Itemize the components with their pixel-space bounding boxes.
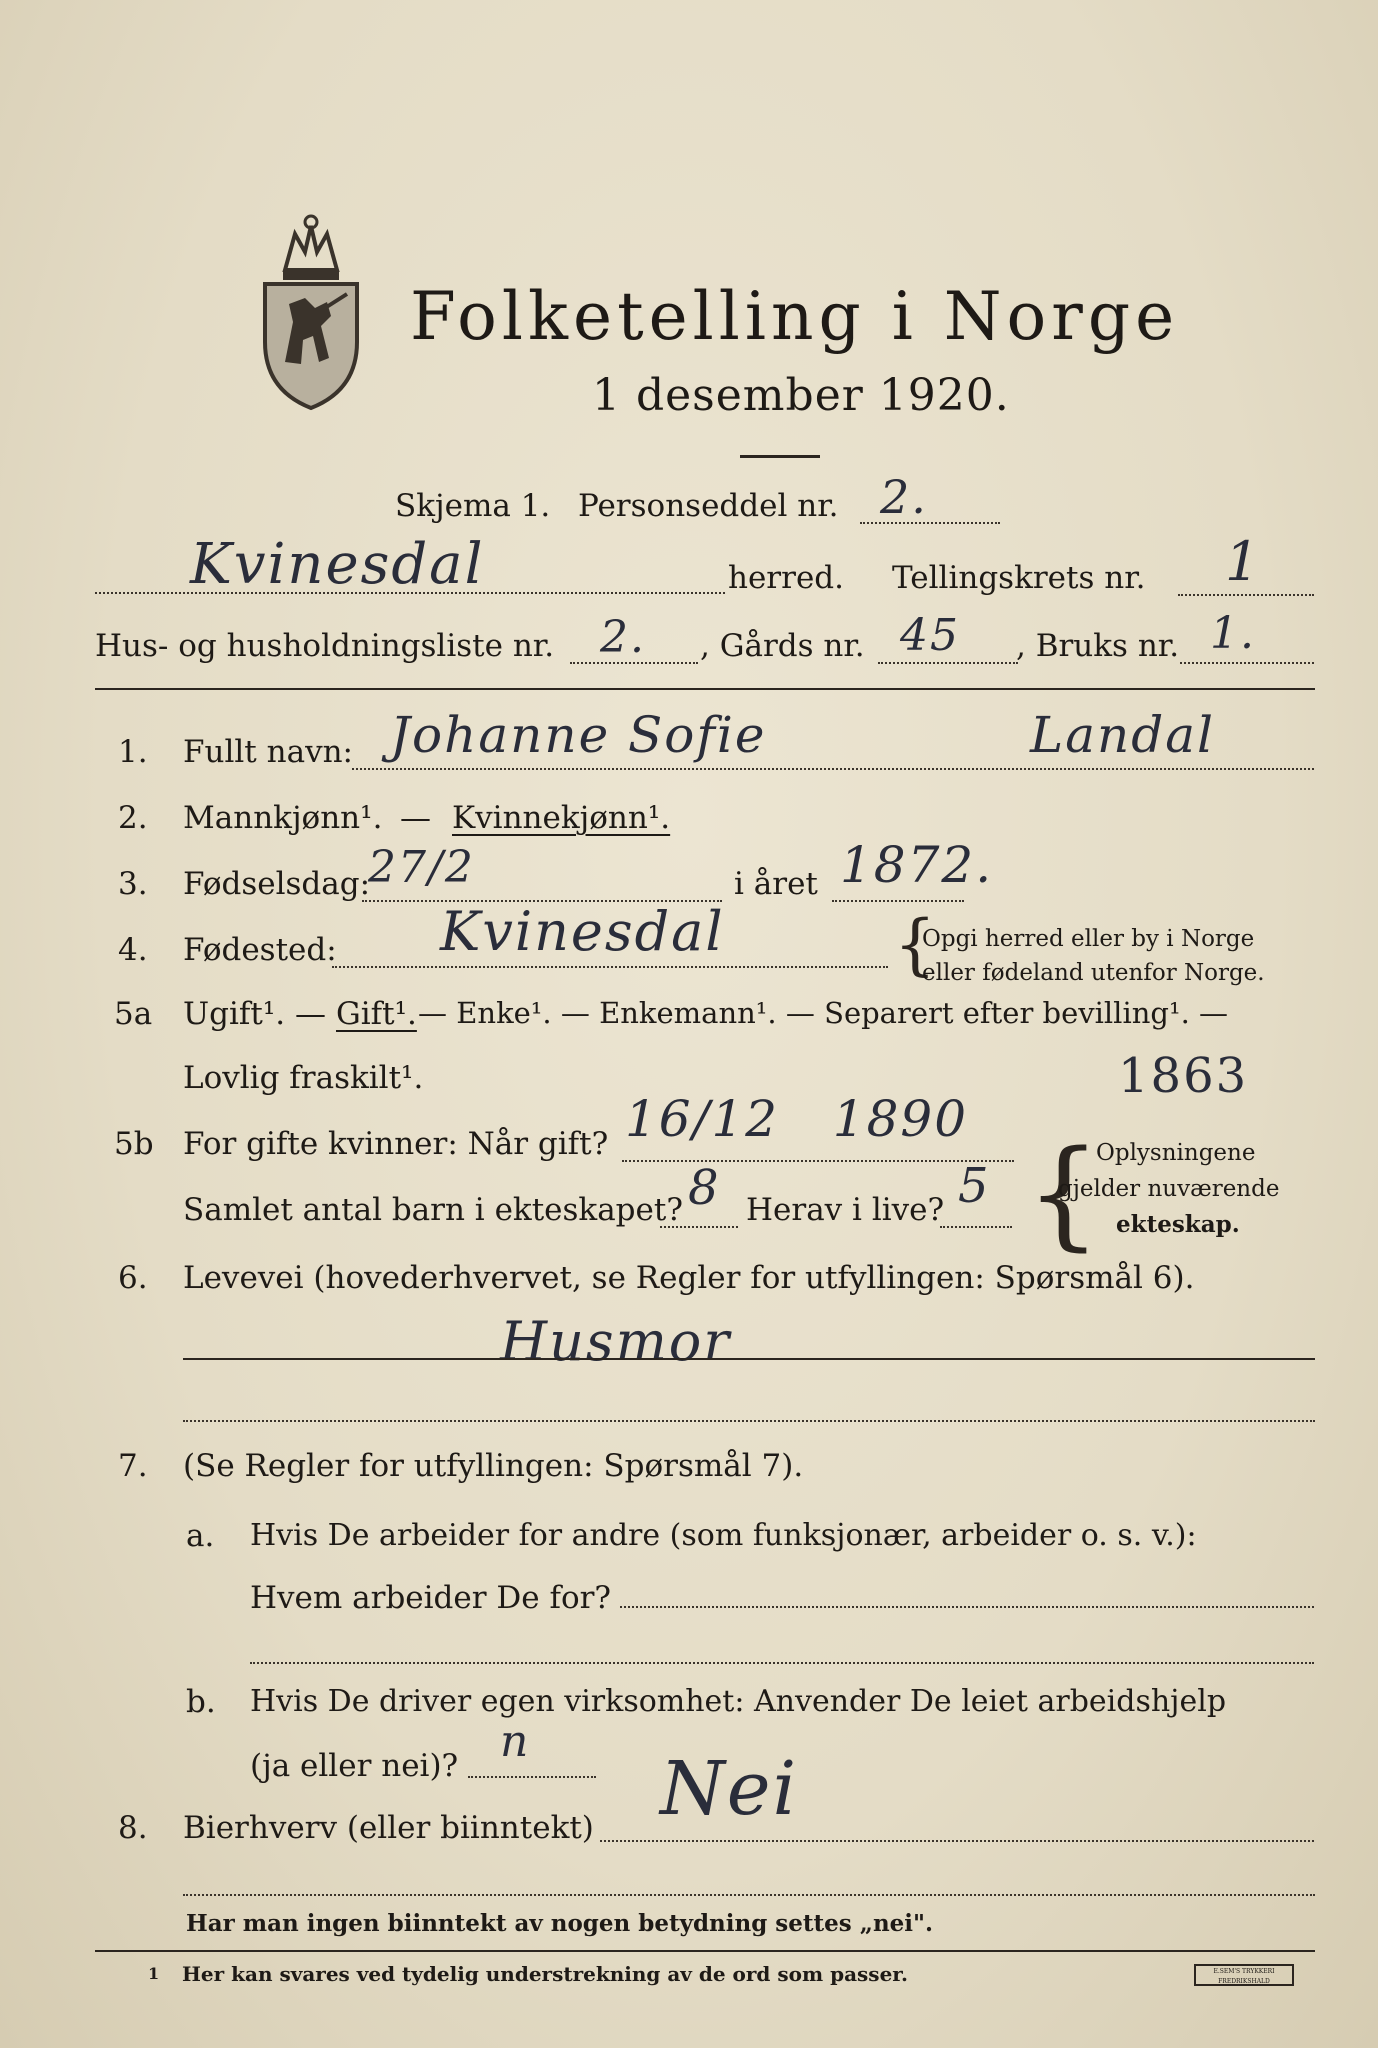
printer-stamp: E.SEM'S TRYKKERI FREDRIKSHALD [1194, 1964, 1294, 1986]
gards-line [878, 662, 1018, 664]
q7b-line [468, 1776, 596, 1778]
gards-value: 45 [900, 610, 960, 661]
q1-label: Fullt navn: [183, 734, 353, 770]
q5b-note-1: Oplysningene [1096, 1140, 1256, 1166]
q3-year: 1872. [840, 836, 994, 894]
q7b-label: Hvis De driver egen virksomhet: Anvender De leiet arbeidshjelp [250, 1684, 1227, 1719]
q7-number: 7. [118, 1448, 148, 1484]
census-date: 1 desember 1920. [592, 370, 1010, 421]
q6-number: 6. [118, 1260, 148, 1296]
footnote: Her kan svares ved tydelig understrekning av de ord som passer. [182, 1962, 908, 1986]
footer-rule [95, 1950, 1315, 1952]
q3-birthday: 27/2 [368, 842, 475, 893]
q6-line-1 [183, 1358, 1315, 1360]
q5b-bracket: { [1026, 1124, 1102, 1262]
q5a-number: 5a [114, 996, 153, 1032]
tellingskrets-label: Tellingskrets nr. [892, 560, 1146, 596]
q3-year-label: i året [734, 866, 818, 902]
gards-label: , Gårds nr. [700, 628, 865, 664]
tellingskrets-value: 1 [1225, 530, 1262, 593]
q5a-other-options: — Enke¹. — Enkemann¹. — Separert efter bevilling¹. — [418, 996, 1229, 1030]
herred-value: Kvinesdal [190, 532, 485, 597]
q7a-line [620, 1606, 1314, 1608]
q3-number: 3. [118, 866, 148, 902]
q8-number: 8. [118, 1810, 148, 1846]
q7a-line-2 [250, 1662, 1314, 1664]
q7a-question: Hvem arbeider De for? [250, 1580, 612, 1616]
husholdningsliste-value: 2. [600, 612, 646, 663]
q7b-question: (ja eller nei)? [250, 1748, 459, 1784]
q5b-note-2: gjelder nuværende [1058, 1176, 1280, 1202]
q5b-children-line [660, 1226, 738, 1228]
q5b-alive-value: 5 [958, 1158, 991, 1214]
q7b-letter: b. [186, 1684, 216, 1720]
q3-label: Fødselsdag: [183, 866, 371, 902]
q5b-number: 5b [114, 1126, 154, 1162]
q2-dash: — [400, 800, 431, 836]
q5b-alive-line [940, 1226, 1012, 1228]
title-divider [740, 455, 820, 458]
q2-female-underlined: Kvinnekjønn¹. [452, 800, 671, 836]
bruks-line [1180, 662, 1314, 664]
q5b-marriage-date: 16/12 1890 [625, 1090, 969, 1148]
footnote-mark: 1 [148, 1964, 160, 1983]
q1-first-names: Johanne Sofie [390, 706, 767, 764]
q5b-label: For gifte kvinner: Når gift? [183, 1126, 609, 1162]
q5a-married-underlined: Gift¹. [336, 996, 417, 1032]
form-title: Folketelling i Norge [410, 278, 1180, 355]
q5b-children-label: Samlet antal barn i ekteskapet? [183, 1192, 683, 1228]
q8-line-2 [183, 1894, 1315, 1896]
q8-line [600, 1840, 1314, 1842]
footer-note: Har man ingen biinntekt av nogen betydning settes „nei". [186, 1910, 934, 1937]
q4-birthplace: Kvinesdal [440, 900, 725, 963]
q5b-line [622, 1160, 1014, 1162]
q6-label: Levevei (hovederhvervet, se Regler for utfyllingen: Spørsmål 6). [183, 1260, 1195, 1296]
tellingskrets-line [1178, 594, 1314, 596]
q4-number: 4. [118, 932, 148, 968]
q4-note-1: Opgi herred eller by i Norge [922, 926, 1255, 952]
q5a-divorced: Lovlig fraskilt¹. [183, 1060, 424, 1096]
q7a-label: Hvis De arbeider for andre (som funksjonær, arbeider o. s. v.): [250, 1518, 1197, 1553]
q7-label: (Se Regler for utfyllingen: Spørsmål 7). [183, 1448, 804, 1484]
q2-male: Mannkjønn¹. [183, 800, 383, 836]
coat-of-arms-icon [255, 212, 367, 412]
bruks-value: 1. [1210, 608, 1256, 659]
q5a-margin-note: 1863 [1118, 1048, 1249, 1104]
personseddel-label: Personseddel nr. [578, 488, 839, 524]
husholdningsliste-label: Hus- og husholdningsliste nr. [95, 628, 555, 664]
q8-label: Bierhverv (eller biinntekt) [183, 1810, 594, 1846]
header-rule [95, 688, 1315, 690]
q5b-note-3: ekteskap. [1116, 1211, 1240, 1238]
q8-answer: Nei [660, 1746, 799, 1832]
q5a-unmarried: Ugift¹. — [183, 996, 326, 1032]
herred-label: herred. [728, 560, 844, 596]
q5b-alive-label: Herav i live? [746, 1192, 945, 1228]
q5b-children-value: 8 [688, 1160, 721, 1216]
q1-line [352, 768, 1314, 770]
q6-occupation: Husmor [500, 1310, 732, 1373]
schema-label: Skjema 1. [395, 488, 551, 524]
q4-note-2: eller fødeland utenfor Norge. [922, 960, 1265, 986]
bruks-label: , Bruks nr. [1016, 628, 1180, 664]
q4-bracket: { [894, 906, 936, 983]
q2-number: 2. [118, 800, 148, 836]
q1-number: 1. [118, 734, 148, 770]
q4-label: Fødested: [183, 932, 337, 968]
q7a-letter: a. [186, 1518, 215, 1554]
q1-surname: Landal [1030, 706, 1216, 764]
q6-line-2 [183, 1420, 1315, 1422]
q3-year-line [832, 900, 964, 902]
personseddel-value: 2. [880, 470, 928, 524]
q4-line [332, 966, 888, 968]
q7b-answer: n [500, 1716, 531, 1767]
